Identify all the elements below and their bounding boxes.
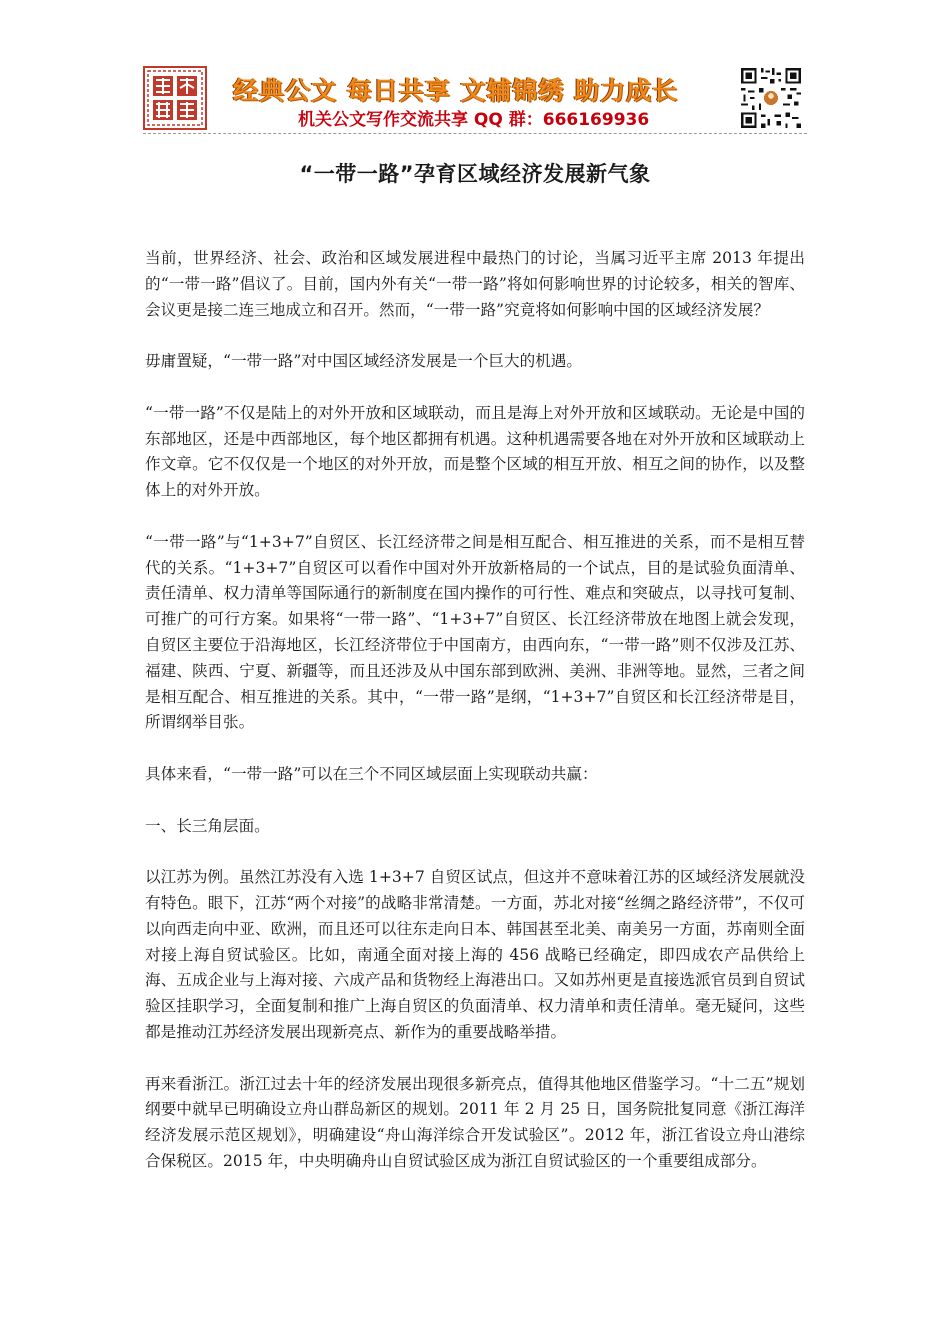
paragraph: 具体来看，“一带一路”可以在三个不同区域层面上实现联动共赢： [145, 764, 598, 783]
paragraph: “一带一路”不仅是陆上的对外开放和区域联动，而且是海上对外开放和区域联动。无论是中国的东部地区，还是中西部地区，每个地区都拥有机遇。这种机遇需要各地在对外开放和区域联动上作文章。它不仅仅是一个地区的对外开放，而是整个区域的相互开放、相互之间的协作，以及整体上的对外开放。 [145, 403, 805, 500]
header-banner [143, 63, 807, 133]
document-title: “一带一路”孕育区域经济发展新气象 [299, 162, 651, 186]
seal-logo-icon [143, 66, 207, 130]
section-heading: 一、长三角层面。 [145, 816, 270, 835]
paragraph: 以江苏为例。虽然江苏没有入选 1+3+7 自贸区试点，但这并不意味着江苏的区域经济发展就没有特色。眼下，江苏“两个对接”的战略非常清楚。一方面，苏北对接“丝绸之路经济带”，不仅可以向西走向中亚、欧洲，而且还可以往东走向日本、韩国甚至北美、南美另一方面，苏南则全面对接上海自贸试验区。比如，南通全面对接上海的 456 战略已经确定，即四成农产品供给上海、五成企业与上海对接、六成产品和货物经上海港出口。又如苏州更是直接选派官员到自贸试验区挂职学习，全面复制和推广上海自贸区的负面清单、权力清单和责任清单。毫无疑问，这些都是推动江苏经济发展出现新亮点、新作为的重要战略举措。 [145, 868, 805, 1041]
qr-code-icon [739, 66, 803, 130]
qq-group-line: 机关公文写作交流共享 QQ 群：666169936 [298, 110, 650, 130]
header-divider [143, 133, 807, 134]
document-body [145, 246, 805, 1200]
paragraph: 毋庸置疑，“一带一路”对中国区域经济发展是一个巨大的机遇。 [145, 352, 582, 371]
paragraph: 再来看浙江。浙江过去十年的经济发展出现很多新亮点，值得其他地区借鉴学习。“十二五”规划纲要中就早已明确设立舟山群岛新区的规划。2011 年 2 月 25 日，国务院批复同意《浙江海洋经济发展示范区规划》，明确建设“舟山海洋综合开发试验区”。2012 年，浙江省设立舟山港综合保税区。2015 年，中央明确舟山自贸试验区成为浙江自贸试验区的一个重要组成部分。 [145, 1074, 805, 1170]
paragraph: 当前，世界经济、社会、政治和区域发展进程中最热门的讨论，当属习近平主席 2013 年提出的“一带一路”倡议了。目前，国内外有关“一带一路”将如何影响世界的讨论较多，相关的智库、会议更是接二连三地成立和召开。然而，“一带一路”究竟将如何影响中国的区域经济发展？ [145, 249, 805, 319]
header-slogan: 经典公文 每日共享 文辅锦绣 助力成长 [233, 76, 679, 105]
paragraph: “一带一路”与“1+3+7”自贸区、长江经济带之间是相互配合、相互推进的关系，而不是相互替代的关系。“1+3+7”自贸区可以看作中国对外开放新格局的一个试点，目的是试验负面清单、责任清单、权力清单等国际通行的新制度在国内操作的可行性、难点和突破点，以寻找可复制、可推广的可行方案。如果将“一带一路”、“1+3+7”自贸区、长江经济带放在地图上就会发现，自贸区主要位于沿海地区，长江经济带位于中国南方，由西向东，“一带一路”则不仅涉及江苏、福建、陕西、宁夏、新疆等，而且还涉及从中国东部到欧洲、美洲、非洲等地。显然，三者之间是相互配合、相互推进的关系。其中，“一带一路”是纲，“1+3+7”自贸区和长江经济带是目，所谓纲举目张。 [145, 532, 805, 732]
